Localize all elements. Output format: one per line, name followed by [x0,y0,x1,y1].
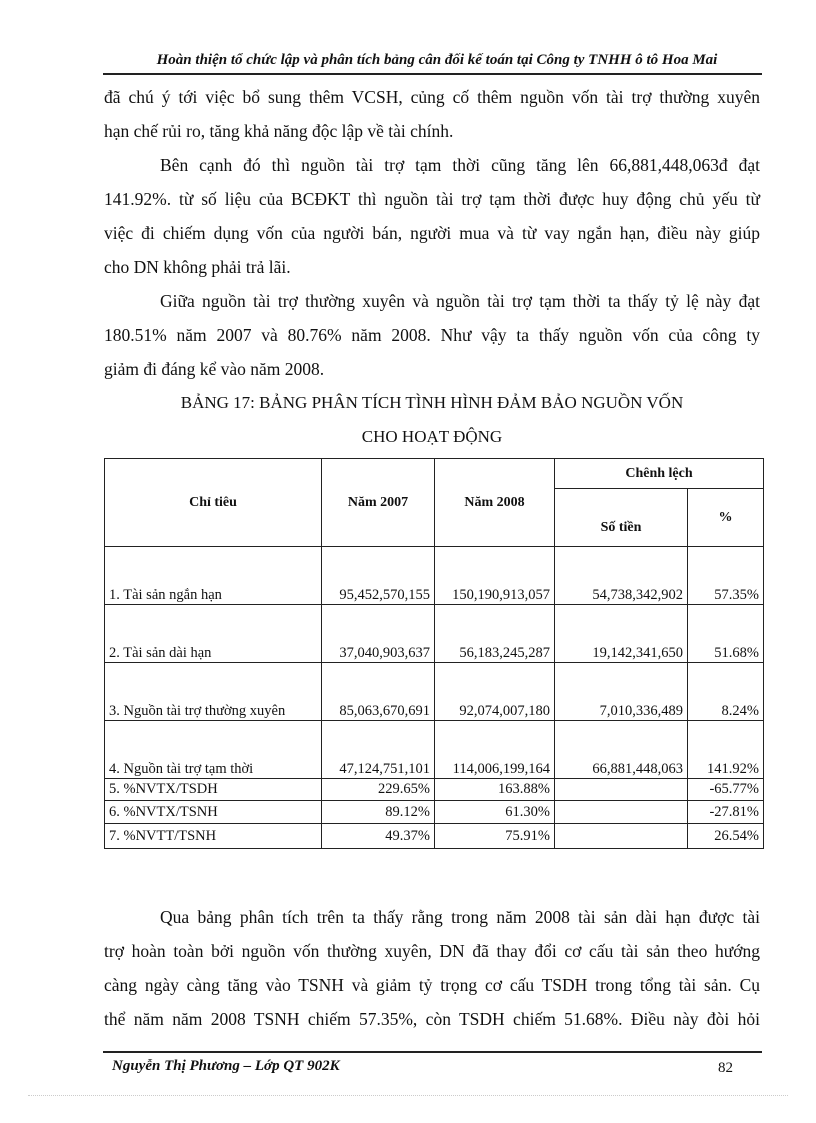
cell-amount: 66,881,448,063 [555,721,688,779]
header-percent: % [688,489,764,547]
row-label: 2. Tài sản dài hạn [105,605,322,663]
cell-2008: 114,006,199,164 [435,721,555,779]
table-row [105,721,764,779]
footer-divider [103,1051,762,1053]
text-line: cho DN không phải trả lãi. [104,257,291,277]
cell-amount: 54,738,342,902 [555,547,688,605]
cell-2007: 89.12% [322,801,435,824]
cell-amount [555,779,688,801]
cell-percent: 141.92% [688,721,764,779]
paragraph-3 [104,284,760,386]
table-row [105,779,764,801]
cell-amount [555,824,688,849]
text-line: trợ hoàn toàn bởi nguồn vốn thường xuyên, DN đã thay đổi cơ cấu tài sản theo hướng [104,941,760,961]
table-row [105,824,764,849]
footer-author: Nguyễn Thị Phương – Lớp QT 902K [112,1058,340,1074]
cell-amount [555,801,688,824]
cell-2007: 95,452,570,155 [322,547,435,605]
cell-2008: 163.88% [435,779,555,801]
cell-2007: 85,063,670,691 [322,663,435,721]
text-line: thể năm năm 2008 TSNH chiếm 57.35%, còn TSDH chiếm 51.68%. Điều này đòi hỏi [104,1009,760,1029]
cell-2007: 229.65% [322,779,435,801]
text-line: Qua bảng phân tích trên ta thấy rằng trong năm 2008 tài sản dài hạn được tài [160,907,760,927]
cell-percent: 26.54% [688,824,764,849]
paragraph-2 [104,148,760,284]
cell-percent: -65.77% [688,779,764,801]
table-row [105,605,764,663]
row-label: 5. %NVTX/TSDH [105,779,322,801]
text-line: 180.51% năm 2007 và 80.76% năm 2008. Như vậy ta thấy nguồn vốn của công ty [104,325,760,345]
funding-analysis-table [104,458,764,849]
header-difference: Chênh lệch [555,459,764,489]
cell-percent: 51.68% [688,605,764,663]
cell-2008: 61.30% [435,801,555,824]
cell-percent: 57.35% [688,547,764,605]
running-header: Hoàn thiện tổ chức lập và phân tích bảng cân đối kế toán tại Công ty TNHH ô tô Hoa Mai [156,52,718,68]
text-line: đã chú ý tới việc bổ sung thêm VCSH, củng cố thêm nguồn vốn tài trợ thường xuyên [104,87,760,107]
header-amount: Số tiền [555,489,688,547]
cell-percent: 8.24% [688,663,764,721]
table-row [105,801,764,824]
header-divider [103,73,762,75]
row-label: 3. Nguồn tài trợ thường xuyên [105,663,322,721]
text-line: Giữa nguồn tài trợ thường xuyên và nguồn tài trợ tạm thời ta thấy tỷ lệ này đạt [160,291,760,311]
paragraph-1 [104,80,760,148]
cell-2007: 37,040,903,637 [322,605,435,663]
cell-amount: 7,010,336,489 [555,663,688,721]
cell-2007: 49.37% [322,824,435,849]
text-line: Bên cạnh đó thì nguồn tài trợ tạm thời cũng tăng lên 66,881,448,063đ đạt [160,155,760,175]
row-label: 7. %NVTT/TSNH [105,824,322,849]
table-row [105,663,764,721]
text-line: giảm đi đáng kể vào năm 2008. [104,359,325,379]
header-year-2008: Năm 2008 [435,459,555,547]
cell-2007: 47,124,751,101 [322,721,435,779]
table-row [105,547,764,605]
header-year-2007: Năm 2007 [322,459,435,547]
closing-paragraph [104,900,760,1036]
table-caption-line2: CHO HOẠT ĐỘNG [361,427,503,446]
row-label: 6. %NVTX/TSNH [105,801,322,824]
text-line: hạn chế rủi ro, tăng khả năng độc lập về tài chính. [104,121,454,141]
cell-2008: 92,074,007,180 [435,663,555,721]
text-line: 141.92%. từ số liệu của BCĐKT thì nguồn tài trợ tạm thời được huy động chủ yếu từ [104,189,760,209]
header-indicator: Chỉ tiêu [105,459,322,547]
table-caption: BẢNG 17: BẢNG PHÂN TÍCH TÌNH HÌNH ĐẢM BẢO NGUỒN VỐN [180,393,684,412]
cell-2008: 75.91% [435,824,555,849]
row-label: 4. Nguồn tài trợ tạm thời [105,721,322,779]
cell-2008: 150,190,913,057 [435,547,555,605]
page-edge-divider [28,1095,788,1096]
cell-2008: 56,183,245,287 [435,605,555,663]
cell-amount: 19,142,341,650 [555,605,688,663]
row-label: 1. Tài sản ngắn hạn [105,547,322,605]
page-number: 82 [718,1060,733,1076]
text-line: càng ngày càng tăng vào TSNH và giảm tỷ trọng cơ cấu TSDH trong tổng tài sản. Cụ [104,975,760,995]
text-line: việc đi chiếm dụng vốn của người bán, người mua và từ vay ngắn hạn, điều này giúp [104,223,760,243]
cell-percent: -27.81% [688,801,764,824]
